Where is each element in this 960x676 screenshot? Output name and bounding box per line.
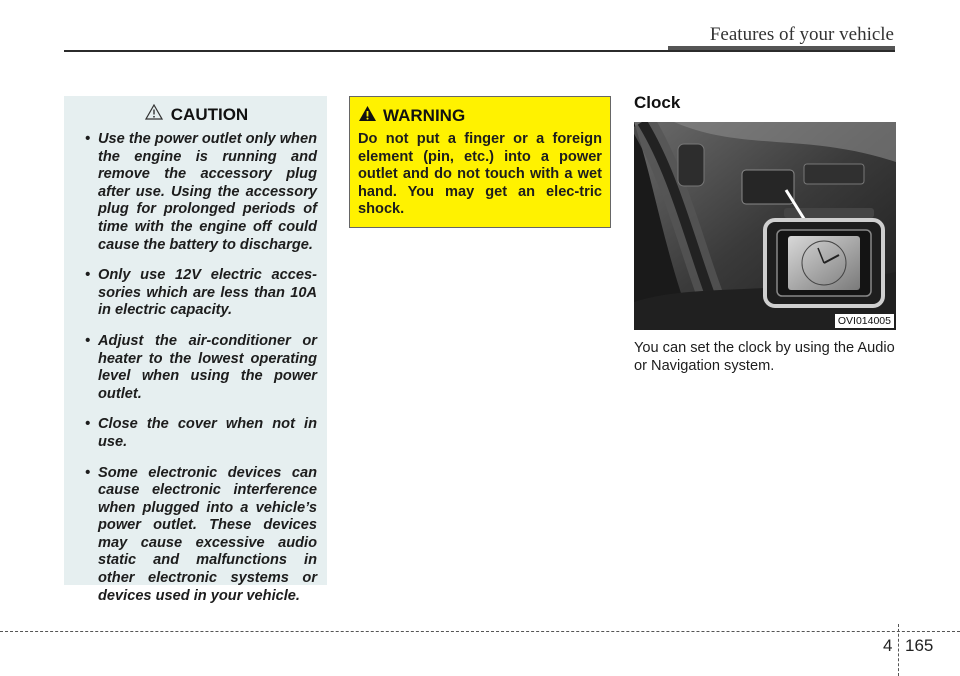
caution-item: • Some electronic devices can cause electronic interference when plugged into a vehicle’s power outlet. These devices may cause excessive audio static and malfunctions in other electronic systems or devices used in your vehicle. xyxy=(85,464,317,604)
caution-item: • Only use 12V electric acces-sories which are less than 10A in electric capacity. xyxy=(85,267,317,319)
dashboard-clock-photo xyxy=(634,122,896,330)
caution-box xyxy=(64,96,327,604)
image-code-label: OVI014005 xyxy=(835,314,894,328)
footer-divider xyxy=(898,624,899,676)
caution-item: • Close the cover when not in use. xyxy=(85,416,317,450)
caution-header xyxy=(72,104,321,125)
caution-title: CAUTION xyxy=(170,104,249,124)
page-number: 165 xyxy=(905,636,934,655)
warning-box xyxy=(349,96,611,228)
clock-heading: Clock xyxy=(634,93,681,112)
warning-header xyxy=(358,105,602,127)
caution-item: • Use the power outlet only when the engine is running and remove the accessory plug after use. Using the accessory plug for prolonged periods of time with the engine off could cause the battery to discharge. xyxy=(85,131,317,253)
footer-rule xyxy=(0,631,960,632)
warning-text: Do not put a finger or a foreign element (pin, etc.) into a power outlet and do not touch with a wet hand. You may get an elec-tric shock. xyxy=(358,131,602,218)
header-rule xyxy=(64,50,895,52)
chapter-number: 4 xyxy=(883,636,893,655)
caution-item: • Adjust the air-conditioner or heater to the lowest operating level when using the power outlet. xyxy=(85,332,317,402)
warning-triangle-filled-icon xyxy=(358,105,377,127)
warning-triangle-outline-icon xyxy=(145,104,163,125)
warning-title: WARNING xyxy=(383,106,466,125)
clock-description: You can set the clock by using the Audio or Navigation system. xyxy=(634,340,895,374)
caution-list xyxy=(72,131,321,605)
section-title: Features of your vehicle xyxy=(709,24,894,45)
dashboard-clock-illustration xyxy=(634,122,896,330)
